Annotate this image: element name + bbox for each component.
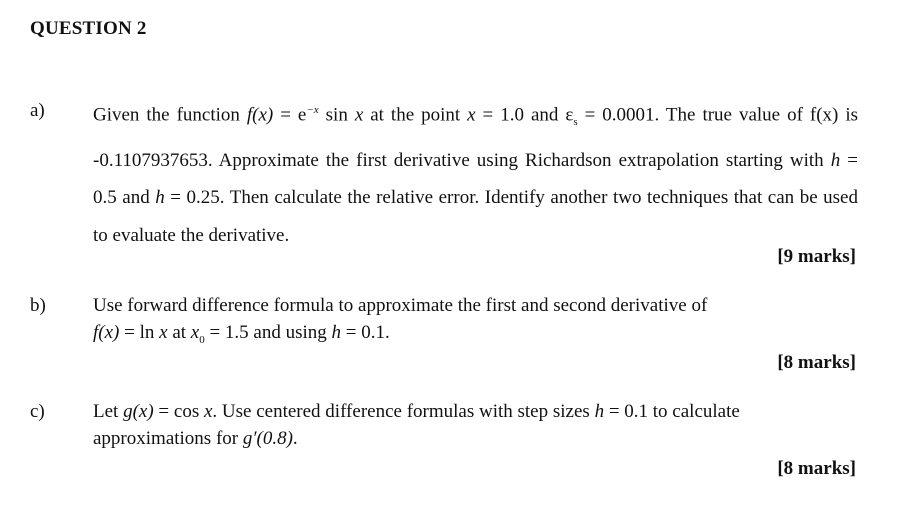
part-b-marks: [8 marks]	[777, 352, 856, 373]
question-heading: QUESTION 2	[30, 18, 147, 39]
part-c-label: c)	[30, 401, 45, 422]
part-b-label: b)	[30, 295, 46, 316]
part-a-label: a)	[30, 100, 45, 121]
part-c-marks: [8 marks]	[777, 458, 856, 479]
part-a-marks: [9 marks]	[777, 246, 856, 267]
part-b-text: Use forward difference formula to approximate the first and second derivative of f(x) = ln x at $x_0 = 1.5$ and using h = 0.1.	[93, 295, 708, 346]
part-c-text: Let g(x) = cos x. Use centered difference formulas with step sizes h = 0.1 to calculate approximations for g′(0.8).	[93, 401, 740, 449]
part-a-text: Given the function $f(x) = e^{-x}$ sin x at the point x = 1.0 and $\varepsilon_s = 0.0001$. The true value of f(x) is -0.1107937653. Approximate the first derivative using Richardson extrapolation starting with h = 0.5 and h = 0.25. Then calculate the relative error. Identify another two techniques that can be used to evaluate the derivative.	[93, 104, 859, 246]
